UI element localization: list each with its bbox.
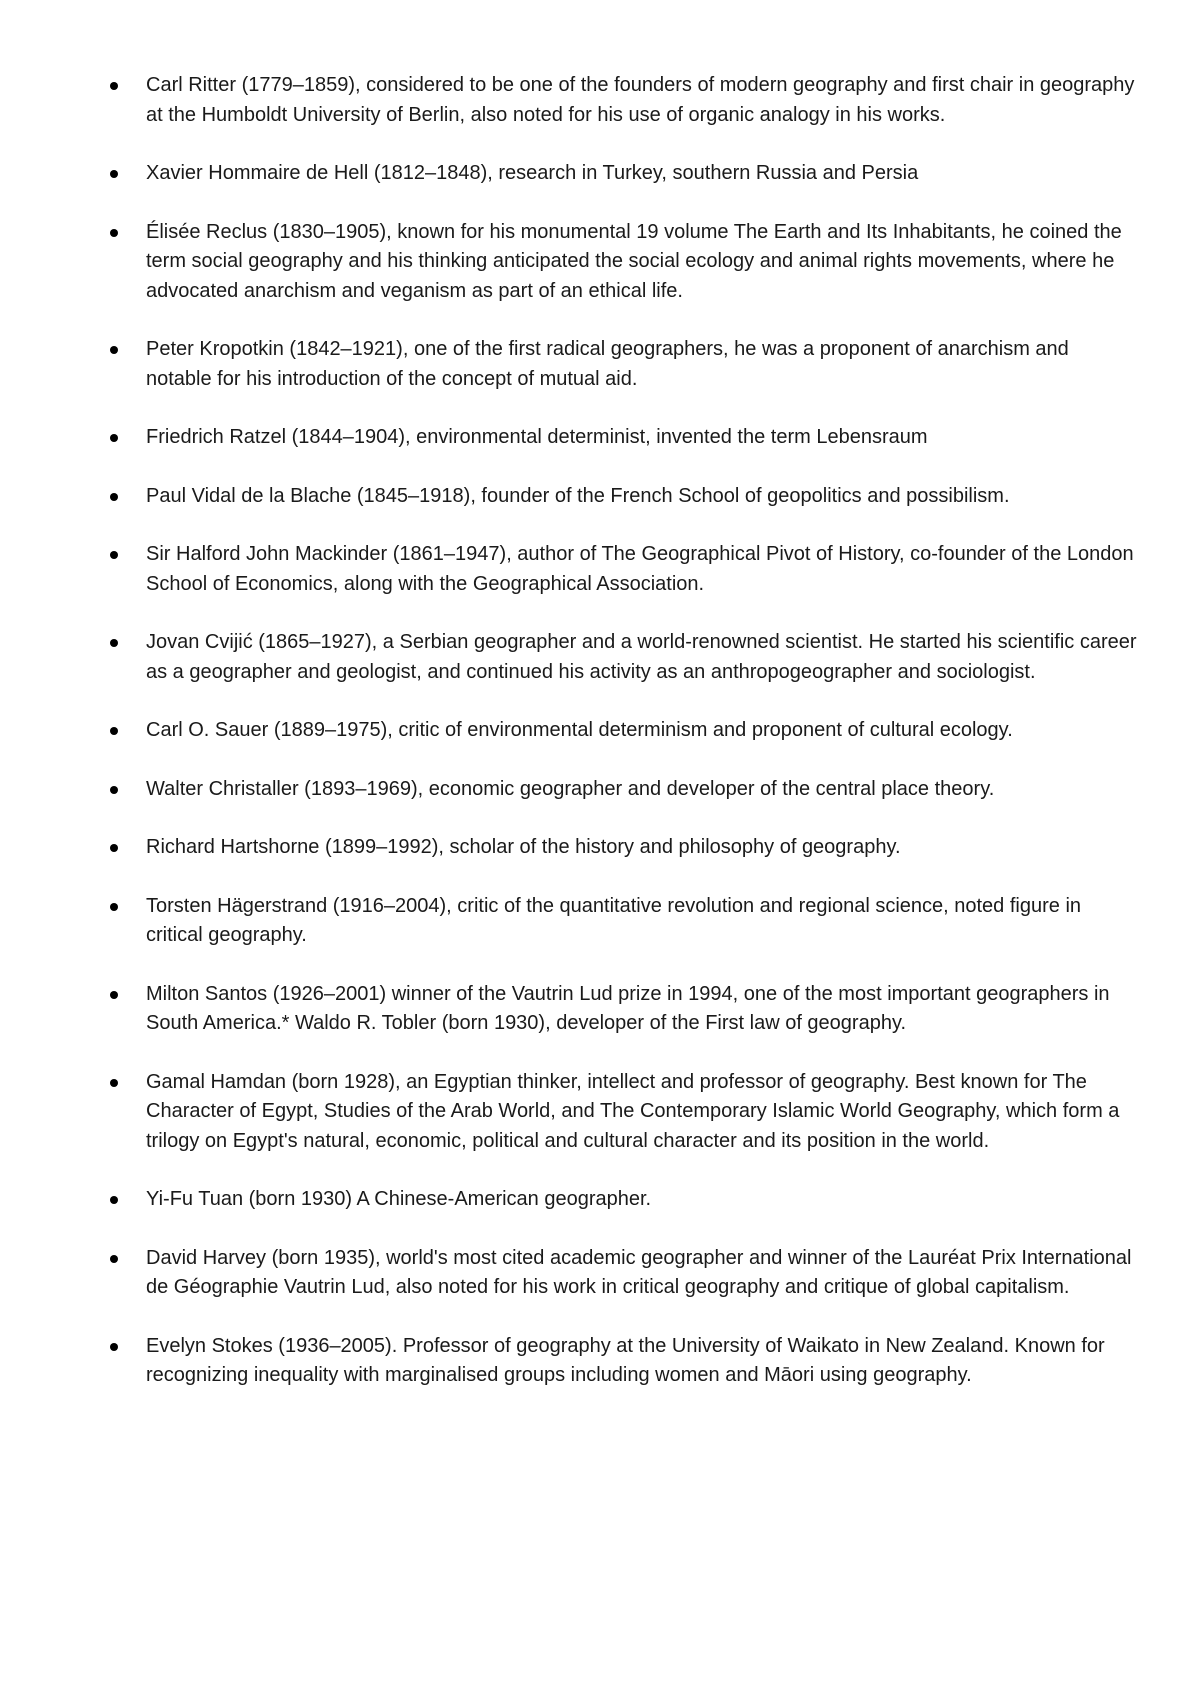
list-item bbox=[0, 892, 1200, 951]
list-item-text: Evelyn Stokes (1936–2005). Professor of geography at the University of Waikato in New Zealand. Known for recognizing inequality with marginalised groups including women and Māori using geography. bbox=[146, 1334, 1105, 1386]
bullet-icon bbox=[110, 991, 118, 999]
list-item bbox=[0, 775, 1200, 805]
list-item-text: Jovan Cvijić (1865–1927), a Serbian geographer and a world-renowned scientist. He started his scientific career as a geographer and geologist, and continued his activity as an anthropogeographer and sociologist. bbox=[146, 631, 1137, 683]
list-item bbox=[0, 1068, 1200, 1157]
list-item bbox=[0, 1244, 1200, 1303]
list-item-text: Peter Kropotkin (1842–1921), one of the first radical geographers, he was a proponent of anarchism and notable for his introduction of the concept of mutual aid. bbox=[146, 338, 1069, 390]
geographers-bullet-list bbox=[0, 71, 1200, 1420]
list-item-text: David Harvey (born 1935), world's most cited academic geographer and winner of the Lauréat Prix International de Géographie Vautrin Lud, also noted for his work in critical geography and critique of global capitalism. bbox=[146, 1246, 1132, 1298]
list-item bbox=[0, 628, 1200, 687]
list-item bbox=[0, 1332, 1200, 1391]
list-item bbox=[0, 980, 1200, 1039]
list-item-text: Friedrich Ratzel (1844–1904), environmental determinist, invented the term Lebensraum bbox=[146, 426, 928, 448]
list-item bbox=[0, 159, 1200, 189]
list-item bbox=[0, 1185, 1200, 1215]
list-item bbox=[0, 335, 1200, 394]
bullet-icon bbox=[110, 639, 118, 647]
list-item-text: Milton Santos (1926–2001) winner of the Vautrin Lud prize in 1994, one of the most important geographers in South America.* Waldo R. Tobler (born 1930), developer of the First law of geography. bbox=[146, 982, 1110, 1034]
list-item-text: Élisée Reclus (1830–1905), known for his monumental 19 volume The Earth and Its Inhabitants, he coined the term social geography and his thinking anticipated the social ecology and animal rights movements, where he advocated anarchism and veganism as part of an ethical life. bbox=[146, 220, 1122, 302]
bullet-icon bbox=[110, 1079, 118, 1087]
list-item-text: Sir Halford John Mackinder (1861–1947), author of The Geographical Pivot of History, co-founder of the London School of Economics, along with the Geographical Association. bbox=[146, 543, 1134, 595]
bullet-icon bbox=[110, 903, 118, 911]
bullet-icon bbox=[110, 551, 118, 559]
list-item-text: Xavier Hommaire de Hell (1812–1848), research in Turkey, southern Russia and Persia bbox=[146, 162, 919, 184]
list-item bbox=[0, 716, 1200, 746]
bullet-icon bbox=[110, 229, 118, 237]
list-item-text: Torsten Hägerstrand (1916–2004), critic of the quantitative revolution and regional science, noted figure in critical geography. bbox=[146, 894, 1082, 946]
bullet-icon bbox=[110, 434, 118, 442]
bullet-icon bbox=[110, 493, 118, 501]
bullet-icon bbox=[110, 346, 118, 354]
bullet-icon bbox=[110, 1255, 118, 1263]
list-item bbox=[0, 540, 1200, 599]
list-item-text: Yi-Fu Tuan (born 1930) A Chinese-American geographer. bbox=[146, 1188, 652, 1210]
list-item-text: Paul Vidal de la Blache (1845–1918), founder of the French School of geopolitics and possibilism. bbox=[146, 484, 1010, 507]
bullet-icon bbox=[110, 82, 118, 90]
list-item bbox=[0, 423, 1200, 453]
bullet-icon bbox=[110, 1196, 118, 1204]
list-item bbox=[0, 833, 1200, 863]
bullet-icon bbox=[110, 170, 118, 178]
bullet-icon bbox=[110, 786, 118, 794]
bullet-icon bbox=[110, 1343, 118, 1351]
list-item bbox=[0, 482, 1200, 512]
list-item-text: Gamal Hamdan (born 1928), an Egyptian thinker, intellect and professor of geography. Best known for The Character of Egypt, Studies of the Arab World, and The Contemporary Islamic World Geography, which form a trilogy on Egypt's natural, economic, political and cultural character and its position in the world. bbox=[146, 1070, 1120, 1152]
list-item bbox=[0, 71, 1200, 130]
bullet-icon bbox=[110, 727, 118, 735]
list-item-text: Richard Hartshorne (1899–1992), scholar of the history and philosophy of geography. bbox=[146, 836, 901, 858]
list-item-text: Walter Christaller (1893–1969), economic geographer and developer of the central place theory. bbox=[146, 777, 995, 800]
bullet-icon bbox=[110, 844, 118, 852]
list-item bbox=[0, 218, 1200, 307]
list-item-text: Carl Ritter (1779–1859), considered to be one of the founders of modern geography and first chair in geography at the Humboldt University of Berlin, also noted for his use of organic analogy in his works. bbox=[146, 74, 1135, 126]
list-item-text: Carl O. Sauer (1889–1975), critic of environmental determinism and proponent of cultural ecology. bbox=[146, 719, 1013, 741]
